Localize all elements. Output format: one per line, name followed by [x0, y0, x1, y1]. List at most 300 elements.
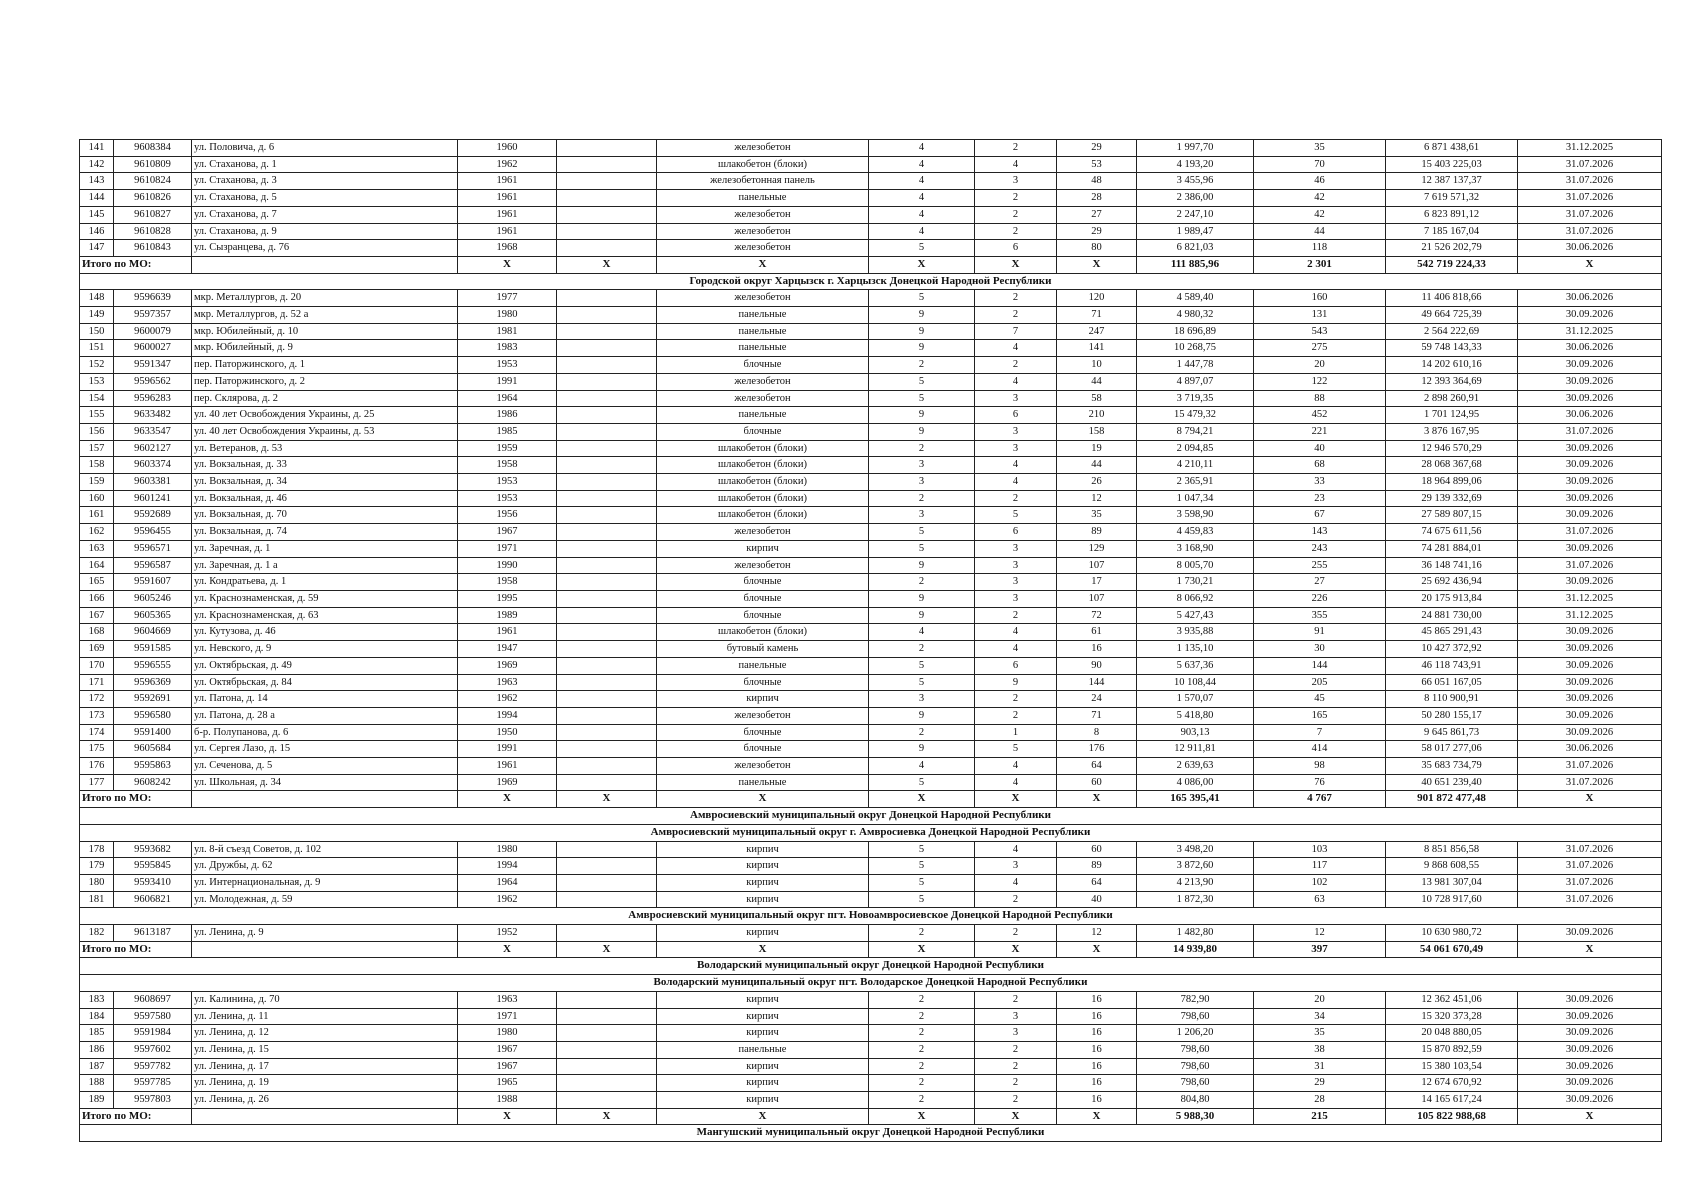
section-header-row: [80, 808, 1662, 825]
table-cell: 2: [869, 724, 975, 741]
table-cell: 67: [1254, 507, 1386, 524]
table-cell: 4 193,20: [1137, 156, 1254, 173]
table-cell: [557, 724, 657, 741]
table-cell: 2 898 260,91: [1386, 390, 1518, 407]
table-cell: 12 911,81: [1137, 741, 1254, 758]
table-cell: [557, 707, 657, 724]
table-cell: 7: [975, 323, 1057, 340]
table-cell: блочные: [657, 741, 869, 758]
table-cell: 30.09.2026: [1518, 1075, 1662, 1092]
table-cell: 21 526 202,79: [1386, 240, 1518, 257]
table-cell: 33: [1254, 474, 1386, 491]
table-cell: 798,60: [1137, 1058, 1254, 1075]
table-cell: кирпич: [657, 874, 869, 891]
table-row: [80, 223, 1662, 240]
table-cell: 4: [869, 140, 975, 157]
table-cell: 9600079: [114, 323, 192, 340]
table-cell: 30.09.2026: [1518, 1058, 1662, 1075]
table-cell: 2 386,00: [1137, 190, 1254, 207]
table-cell: 3: [975, 574, 1057, 591]
table-cell: 3: [869, 507, 975, 524]
address-cell: мкр. Металлургов, д. 52 а: [192, 307, 458, 324]
table-cell: [557, 641, 657, 658]
address-cell: ул. Ленина, д. 26: [192, 1092, 458, 1109]
table-cell: 210: [1057, 407, 1137, 424]
table-row: [80, 925, 1662, 942]
table-cell: 1986: [458, 407, 557, 424]
table-cell: 88: [1254, 390, 1386, 407]
row-number: 181: [80, 891, 114, 908]
table-row: [80, 758, 1662, 775]
table-cell: 9610826: [114, 190, 192, 207]
address-cell: ул. Заречная, д. 1: [192, 540, 458, 557]
table-cell: кирпич: [657, 691, 869, 708]
table-cell: железобетон: [657, 240, 869, 257]
table-cell: 5: [869, 390, 975, 407]
table-cell: 1 206,20: [1137, 1025, 1254, 1042]
table-cell: 2: [869, 1008, 975, 1025]
table-cell: 5 637,36: [1137, 657, 1254, 674]
table-cell: 2: [869, 641, 975, 658]
table-cell: 40: [1057, 891, 1137, 908]
table-cell: 118: [1254, 240, 1386, 257]
table-cell: 3: [975, 423, 1057, 440]
table-row: [80, 390, 1662, 407]
table-cell: 107: [1057, 557, 1137, 574]
table-cell: 543: [1254, 323, 1386, 340]
table-cell: шлакобетон (блоки): [657, 490, 869, 507]
total-label: Итого по МО:: [80, 791, 192, 808]
table-cell: [557, 991, 657, 1008]
table-cell: 1953: [458, 474, 557, 491]
table-cell: кирпич: [657, 925, 869, 942]
row-number: 141: [80, 140, 114, 157]
total-cell: 14 939,80: [1137, 941, 1254, 958]
address-cell: ул. Сеченова, д. 5: [192, 758, 458, 775]
table-cell: 1964: [458, 390, 557, 407]
table-cell: 4: [975, 474, 1057, 491]
table-cell: 20 175 913,84: [1386, 590, 1518, 607]
address-cell: ул. Ветеранов, д. 53: [192, 440, 458, 457]
total-cell: X: [657, 941, 869, 958]
table-cell: 2: [975, 490, 1057, 507]
table-cell: 117: [1254, 858, 1386, 875]
row-number: 147: [80, 240, 114, 257]
total-cell: 215: [1254, 1108, 1386, 1125]
table-cell: 49 664 725,39: [1386, 307, 1518, 324]
row-number: 179: [80, 858, 114, 875]
table-cell: 89: [1057, 524, 1137, 541]
table-cell: кирпич: [657, 1058, 869, 1075]
table-cell: 4: [975, 373, 1057, 390]
table-cell: [557, 340, 657, 357]
table-cell: 30.09.2026: [1518, 357, 1662, 374]
address-cell: ул. Ленина, д. 11: [192, 1008, 458, 1025]
table-cell: 20: [1254, 991, 1386, 1008]
table-cell: 9596580: [114, 707, 192, 724]
table-cell: 8 066,92: [1137, 590, 1254, 607]
table-cell: 2: [975, 290, 1057, 307]
table-cell: 30.09.2026: [1518, 641, 1662, 658]
table-cell: 5: [869, 657, 975, 674]
address-cell: ул. Невского, д. 9: [192, 641, 458, 658]
table-cell: 6: [975, 407, 1057, 424]
table-cell: 9596639: [114, 290, 192, 307]
table-cell: 90: [1057, 657, 1137, 674]
table-cell: 4: [975, 758, 1057, 775]
table-cell: 31.07.2026: [1518, 758, 1662, 775]
table-cell: кирпич: [657, 1092, 869, 1109]
table-cell: [557, 240, 657, 257]
total-cell: X: [1057, 256, 1137, 273]
table-cell: 1963: [458, 674, 557, 691]
table-cell: 5: [869, 540, 975, 557]
table-cell: железобетон: [657, 758, 869, 775]
table-cell: 30.09.2026: [1518, 707, 1662, 724]
table-cell: 9 868 608,55: [1386, 858, 1518, 875]
table-cell: 102: [1254, 874, 1386, 891]
table-cell: панельные: [657, 657, 869, 674]
table-cell: 4 459,83: [1137, 524, 1254, 541]
table-cell: 38: [1254, 1041, 1386, 1058]
table-cell: 6: [975, 657, 1057, 674]
table-cell: 1 997,70: [1137, 140, 1254, 157]
table-cell: 12 362 451,06: [1386, 991, 1518, 1008]
table-cell: [557, 407, 657, 424]
table-cell: 3 498,20: [1137, 841, 1254, 858]
table-cell: 30.06.2026: [1518, 240, 1662, 257]
row-number: 144: [80, 190, 114, 207]
table-cell: панельные: [657, 307, 869, 324]
table-cell: 8: [1057, 724, 1137, 741]
table-cell: 30.09.2026: [1518, 991, 1662, 1008]
table-cell: 34: [1254, 1008, 1386, 1025]
table-cell: 5: [869, 891, 975, 908]
table-cell: 2: [975, 1092, 1057, 1109]
table-cell: 71: [1057, 307, 1137, 324]
table-cell: 3 876 167,95: [1386, 423, 1518, 440]
table-cell: 1991: [458, 373, 557, 390]
table-cell: 30.09.2026: [1518, 1025, 1662, 1042]
table-cell: [557, 156, 657, 173]
table-cell: 2: [975, 307, 1057, 324]
table-cell: [557, 1041, 657, 1058]
table-cell: шлакобетон (блоки): [657, 624, 869, 641]
table-cell: 1968: [458, 240, 557, 257]
table-cell: 30.09.2026: [1518, 691, 1662, 708]
address-cell: ул. Половича, д. 6: [192, 140, 458, 157]
table-cell: 798,60: [1137, 1041, 1254, 1058]
table-cell: [557, 1008, 657, 1025]
row-number: 173: [80, 707, 114, 724]
table-cell: 31.12.2025: [1518, 607, 1662, 624]
row-number: 152: [80, 357, 114, 374]
table-cell: 160: [1254, 290, 1386, 307]
table-cell: 58 017 277,06: [1386, 741, 1518, 758]
table-cell: 903,13: [1137, 724, 1254, 741]
table-cell: 14 202 610,16: [1386, 357, 1518, 374]
table-cell: 30.09.2026: [1518, 674, 1662, 691]
table-cell: железобетон: [657, 524, 869, 541]
total-cell: 4 767: [1254, 791, 1386, 808]
table-cell: 35 683 734,79: [1386, 758, 1518, 775]
table-cell: 2: [869, 1092, 975, 1109]
table-cell: 1958: [458, 457, 557, 474]
table-cell: [557, 323, 657, 340]
table-cell: 8 005,70: [1137, 557, 1254, 574]
row-number: 171: [80, 674, 114, 691]
table-cell: шлакобетон (блоки): [657, 457, 869, 474]
address-cell: ул. Кондратьева, д. 1: [192, 574, 458, 591]
row-number: 155: [80, 407, 114, 424]
table-cell: железобетонная панель: [657, 173, 869, 190]
table-cell: 28: [1254, 1092, 1386, 1109]
table-cell: [557, 173, 657, 190]
table-cell: 9: [869, 741, 975, 758]
total-cell: X: [557, 256, 657, 273]
table-cell: 9: [869, 423, 975, 440]
table-cell: 1965: [458, 1075, 557, 1092]
total-cell: 5 988,30: [1137, 1108, 1254, 1125]
table-cell: 48: [1057, 173, 1137, 190]
table-cell: 5: [869, 858, 975, 875]
table-cell: 30.09.2026: [1518, 373, 1662, 390]
table-cell: 53: [1057, 156, 1137, 173]
table-cell: 70: [1254, 156, 1386, 173]
table-cell: 1 570,07: [1137, 691, 1254, 708]
table-cell: кирпич: [657, 841, 869, 858]
table-cell: 3: [869, 691, 975, 708]
table-row: [80, 240, 1662, 257]
table-cell: 30.09.2026: [1518, 457, 1662, 474]
table-cell: 31.12.2025: [1518, 140, 1662, 157]
table-cell: 141: [1057, 340, 1137, 357]
table-cell: 27: [1254, 574, 1386, 591]
table-cell: 9592689: [114, 507, 192, 524]
table-cell: 15 870 892,59: [1386, 1041, 1518, 1058]
table-cell: 31.07.2026: [1518, 423, 1662, 440]
total-cell: 901 872 477,48: [1386, 791, 1518, 808]
table-cell: 6: [975, 524, 1057, 541]
section-title: Володарский муниципальный округ пгт. Володарское Донецкой Народной Республики: [80, 975, 1662, 992]
table-cell: 74 281 884,01: [1386, 540, 1518, 557]
total-cell: X: [975, 1108, 1057, 1125]
total-cell: 165 395,41: [1137, 791, 1254, 808]
table-cell: 1981: [458, 323, 557, 340]
table-cell: 9603381: [114, 474, 192, 491]
table-cell: 3: [975, 557, 1057, 574]
section-header-row: [80, 958, 1662, 975]
table-cell: 9610843: [114, 240, 192, 257]
table-cell: 5: [869, 874, 975, 891]
address-cell: ул. Вокзальная, д. 33: [192, 457, 458, 474]
table-cell: [557, 1025, 657, 1042]
table-row: [80, 407, 1662, 424]
table-cell: 3: [975, 1025, 1057, 1042]
section-header-row: [80, 1125, 1662, 1142]
table-cell: 1961: [458, 624, 557, 641]
table-cell: 30.09.2026: [1518, 540, 1662, 557]
table-cell: [557, 674, 657, 691]
table-cell: 1967: [458, 1041, 557, 1058]
table-cell: панельные: [657, 340, 869, 357]
address-cell: мкр. Юбилейный, д. 9: [192, 340, 458, 357]
total-cell: 2 301: [1254, 256, 1386, 273]
row-number: 170: [80, 657, 114, 674]
table-cell: [557, 624, 657, 641]
table-cell: 9605365: [114, 607, 192, 624]
table-cell: панельные: [657, 190, 869, 207]
registry-sheet: [79, 139, 1661, 1142]
table-cell: [557, 423, 657, 440]
table-cell: [557, 1058, 657, 1075]
table-cell: 3: [869, 474, 975, 491]
table-cell: кирпич: [657, 991, 869, 1008]
row-number: 161: [80, 507, 114, 524]
table-cell: [557, 457, 657, 474]
row-number: 143: [80, 173, 114, 190]
table-cell: 74 675 611,56: [1386, 524, 1518, 541]
table-row: [80, 507, 1662, 524]
address-cell: ул. Вокзальная, д. 70: [192, 507, 458, 524]
table-row: [80, 540, 1662, 557]
table-cell: 31.07.2026: [1518, 774, 1662, 791]
table-cell: 9596571: [114, 540, 192, 557]
table-cell: 9608242: [114, 774, 192, 791]
total-cell: X: [458, 1108, 557, 1125]
table-cell: 30.09.2026: [1518, 490, 1662, 507]
table-cell: 1 989,47: [1137, 223, 1254, 240]
address-cell: ул. Краснознаменская, д. 59: [192, 590, 458, 607]
table-cell: 30.09.2026: [1518, 390, 1662, 407]
table-cell: 9603374: [114, 457, 192, 474]
table-cell: 30.09.2026: [1518, 925, 1662, 942]
table-cell: 3: [975, 590, 1057, 607]
table-row: [80, 1025, 1662, 1042]
table-row: [80, 891, 1662, 908]
row-number: 166: [80, 590, 114, 607]
table-cell: 10 108,44: [1137, 674, 1254, 691]
row-number: 162: [80, 524, 114, 541]
row-number: 159: [80, 474, 114, 491]
row-number: 176: [80, 758, 114, 775]
table-cell: 9: [869, 307, 975, 324]
table-cell: 4 086,00: [1137, 774, 1254, 791]
table-cell: [557, 490, 657, 507]
table-cell: 1960: [458, 140, 557, 157]
table-cell: 452: [1254, 407, 1386, 424]
table-cell: 9596455: [114, 524, 192, 541]
table-cell: 9: [869, 407, 975, 424]
section-header-row: [80, 908, 1662, 925]
table-cell: 31.07.2026: [1518, 156, 1662, 173]
table-cell: 12 946 570,29: [1386, 440, 1518, 457]
table-cell: 4: [869, 206, 975, 223]
table-cell: 9593682: [114, 841, 192, 858]
table-cell: [557, 290, 657, 307]
table-cell: 2 247,10: [1137, 206, 1254, 223]
table-cell: 9597602: [114, 1041, 192, 1058]
table-cell: 45 865 291,43: [1386, 624, 1518, 641]
address-cell: ул. Заречная, д. 1 а: [192, 557, 458, 574]
table-cell: 60: [1057, 841, 1137, 858]
table-cell: 9595863: [114, 758, 192, 775]
table-cell: 66 051 167,05: [1386, 674, 1518, 691]
table-cell: 40: [1254, 440, 1386, 457]
table-cell: [557, 874, 657, 891]
table-cell: 2: [975, 1058, 1057, 1075]
row-number: 188: [80, 1075, 114, 1092]
table-cell: 1 701 124,95: [1386, 407, 1518, 424]
section-title: Володарский муниципальный округ Донецкой Народной Республики: [80, 958, 1662, 975]
table-cell: 2: [869, 574, 975, 591]
table-cell: [557, 307, 657, 324]
table-cell: 71: [1057, 707, 1137, 724]
table-cell: 9: [869, 607, 975, 624]
section-title: Амвросиевский муниципальный округ Донецкой Народной Республики: [80, 808, 1662, 825]
table-cell: 60: [1057, 774, 1137, 791]
table-cell: 3 598,90: [1137, 507, 1254, 524]
table-cell: 2: [869, 991, 975, 1008]
table-cell: 1961: [458, 173, 557, 190]
row-number: 174: [80, 724, 114, 741]
table-cell: 20 048 880,05: [1386, 1025, 1518, 1042]
address-cell: ул. 40 лет Освобождения Украины, д. 53: [192, 423, 458, 440]
table-row: [80, 691, 1662, 708]
table-row: [80, 206, 1662, 223]
table-cell: 4: [869, 173, 975, 190]
table-cell: 1980: [458, 307, 557, 324]
table-cell: 2 365,91: [1137, 474, 1254, 491]
table-cell: 31.07.2026: [1518, 841, 1662, 858]
table-cell: 8 110 900,91: [1386, 691, 1518, 708]
row-number: 178: [80, 841, 114, 858]
table-cell: 10 427 372,92: [1386, 641, 1518, 658]
table-cell: 9633482: [114, 407, 192, 424]
total-cell: 111 885,96: [1137, 256, 1254, 273]
table-cell: [557, 1075, 657, 1092]
table-row: [80, 440, 1662, 457]
table-cell: 120: [1057, 290, 1137, 307]
total-label: Итого по МО:: [80, 941, 192, 958]
address-cell: ул. Калинина, д. 70: [192, 991, 458, 1008]
table-cell: 4 980,32: [1137, 307, 1254, 324]
row-number: 183: [80, 991, 114, 1008]
table-cell: 2: [975, 190, 1057, 207]
table-cell: 2 639,63: [1137, 758, 1254, 775]
table-cell: 27 589 807,15: [1386, 507, 1518, 524]
table-cell: 40 651 239,40: [1386, 774, 1518, 791]
table-cell: 247: [1057, 323, 1137, 340]
table-row: [80, 190, 1662, 207]
table-cell: 15 380 103,54: [1386, 1058, 1518, 1075]
row-number: 156: [80, 423, 114, 440]
table-cell: 14 165 617,24: [1386, 1092, 1518, 1109]
table-cell: 3 872,60: [1137, 858, 1254, 875]
table-cell: 2: [869, 1041, 975, 1058]
table-row: [80, 156, 1662, 173]
table-cell: 16: [1057, 1058, 1137, 1075]
table-row: [80, 307, 1662, 324]
table-cell: 2 094,85: [1137, 440, 1254, 457]
table-cell: 9 645 861,73: [1386, 724, 1518, 741]
table-cell: 31.07.2026: [1518, 557, 1662, 574]
table-cell: 2: [869, 1025, 975, 1042]
address-cell: ул. Школьная, д. 34: [192, 774, 458, 791]
table-cell: 144: [1254, 657, 1386, 674]
table-cell: 5: [975, 741, 1057, 758]
table-cell: 414: [1254, 741, 1386, 758]
